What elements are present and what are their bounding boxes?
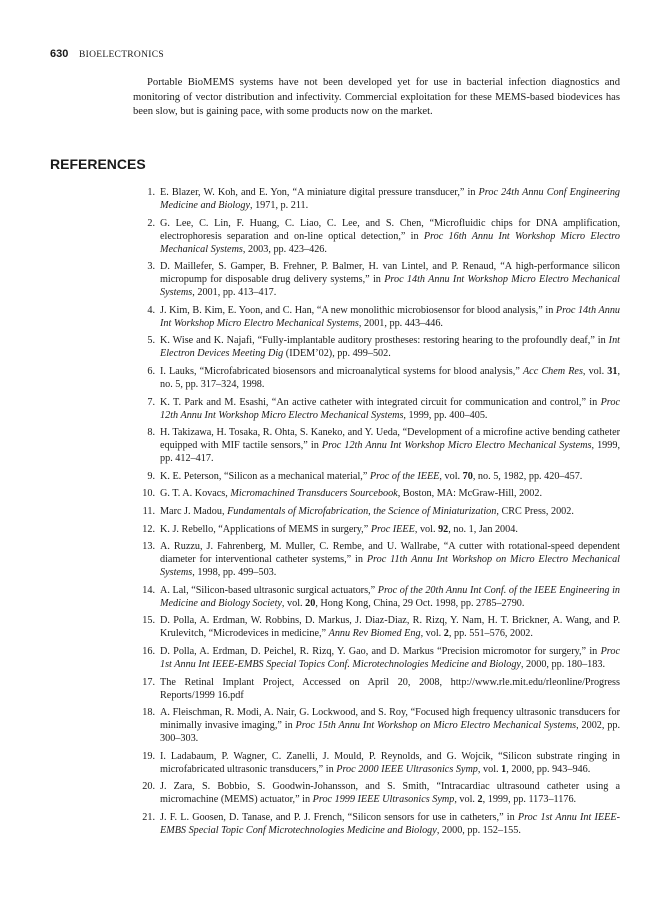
- reference-segment: , 2003, pp. 423–426.: [242, 243, 327, 255]
- reference-source-title: Int Electron Devices Meeting Dig: [160, 335, 620, 360]
- reference-item: [133, 645, 620, 671]
- reference-text: [160, 304, 620, 330]
- reference-segment: , 1998, pp. 499–503.: [192, 567, 277, 579]
- reference-number: 18.: [142, 707, 155, 719]
- running-title: BIOELECTRONICS: [78, 50, 164, 60]
- reference-segment: K. J. Rebello, “Applications of MEMS in surgery,”: [160, 523, 371, 535]
- reference-text: [160, 396, 620, 422]
- reference-segment: , vol.: [582, 365, 608, 377]
- reference-source-title: Proc 16th Annu Int Workshop Micro Electro Mechanical Systems: [160, 230, 620, 255]
- reference-number: 2.: [147, 217, 155, 229]
- reference-segment: J. Zara, S. Bobbio, S. Goodwin-Johansson, and S. Smith, “Intracardiac ultrasound catheter using a micromachine (MEMS) actuator,” in: [160, 781, 620, 806]
- reference-number: 1.: [147, 187, 155, 198]
- reference-volume: 2: [443, 628, 449, 640]
- reference-item: [133, 260, 620, 299]
- reference-source-title: Proc 1st Annu Int IEEE-EMBS Special Topics Conf. Microtechnologies Medicine and Biology: [160, 645, 620, 670]
- reference-item: [133, 487, 620, 500]
- reference-source-title: Proc 14th Annu Int Workshop Micro Electro Mechanical Systems: [160, 304, 621, 329]
- reference-source-title: Proc IEEE: [370, 523, 415, 535]
- reference-number: 17.: [142, 676, 155, 688]
- intro-paragraph: Portable BioMEMS systems have not been developed yet for use in bacterial infection diagnostics and monitoring of vector distribution and infectivity. Commercial exploitation for these MEMS-based biodevices has been slow, but is gaining pace, with some products now on the market.: [133, 77, 620, 117]
- reference-source-title: Acc Chem Res: [522, 365, 583, 377]
- reference-segment: , pp. 551–576, 2002.: [448, 628, 533, 640]
- reference-number: 21.: [142, 811, 155, 823]
- reference-number: 5.: [147, 335, 155, 347]
- reference-source-title: Micromachined Transducers Sourcebook: [230, 488, 398, 500]
- reference-source-title: Proc 24th Annu Conf Engineering Medicine and Biology: [160, 187, 621, 211]
- reference-segment: K. Wise and K. Najafi, “Fully-implantable auditory prostheses: restoring hearing to the profoundly deaf,” in: [160, 335, 609, 347]
- reference-text: [160, 470, 620, 483]
- reference-segment: , 1999, pp. 412–417.: [160, 440, 621, 465]
- reference-volume: 2: [477, 794, 483, 806]
- reference-source-title: Proc 14th Annu Int Workshop Micro Electro Mechanical Systems: [160, 274, 620, 299]
- reference-segment: , vol.: [454, 794, 478, 806]
- reference-segment: , 2001, pp. 413–417.: [192, 287, 277, 299]
- reference-segment: , 1971, p. 211.: [249, 200, 309, 211]
- reference-text: [160, 217, 620, 256]
- reference-number: 4.: [147, 304, 155, 316]
- reference-number: 10.: [142, 488, 155, 500]
- reference-text: [160, 676, 620, 702]
- reference-item: [133, 470, 620, 483]
- reference-source-title: Proc 11th Annu Int Workshop on Micro Electro Mechanical Systems: [160, 554, 620, 579]
- reference-segment: , 2000, pp. 152–155.: [436, 824, 521, 836]
- reference-segment: , Hong Kong, China, 29 Oct. 1998, pp. 2785–2790.: [315, 597, 525, 609]
- reference-segment: , vol.: [414, 523, 439, 535]
- reference-segment: , vol.: [420, 628, 444, 640]
- reference-item: [133, 186, 620, 212]
- reference-number: 8.: [147, 427, 155, 439]
- reference-volume: 1: [501, 763, 507, 775]
- reference-number: 14.: [142, 584, 155, 596]
- reference-number: 16.: [142, 645, 155, 657]
- reference-segment: Marc J. Madou,: [160, 505, 228, 517]
- reference-segment: K. E. Peterson, “Silicon as a mechanical material,”: [160, 470, 370, 482]
- reference-text: [160, 505, 620, 518]
- reference-segment: I. Ladabaum, P. Wagner, C. Zanelli, J. Mould, P. Reynolds, and G. Wojcik, “Silicon substrate ringing in microfabricated ultrasonic transducers,” in: [160, 750, 620, 775]
- reference-segment: J. Kim, B. Kim, E. Yoon, and C. Han, “A new monolithic microbiosensor for blood analysis,” in: [160, 304, 556, 316]
- reference-segment: , vol.: [281, 597, 306, 609]
- reference-item: [133, 540, 620, 579]
- reference-item: [133, 426, 620, 465]
- reference-number: 12.: [142, 523, 155, 535]
- reference-segment: , no. 1, Jan 2004.: [448, 523, 518, 535]
- reference-text: [160, 811, 620, 837]
- reference-item: [133, 505, 620, 518]
- reference-item: [133, 676, 620, 702]
- references-heading: REFERENCES: [50, 156, 146, 172]
- reference-text: [160, 750, 620, 776]
- reference-source-title: Proc 12th Annu Int Workshop Micro Electro Mechanical Systems: [160, 396, 620, 421]
- reference-item: [133, 780, 620, 806]
- page-number: 630: [50, 48, 69, 60]
- reference-text: [160, 426, 620, 465]
- reference-item: [133, 706, 620, 745]
- reference-volume: 70: [462, 470, 473, 482]
- reference-text: [160, 523, 620, 536]
- reference-source-title: Annu Rev Biomed Eng: [328, 628, 421, 640]
- reference-segment: G. Lee, C. Lin, F. Huang, C. Liao, C. Lee, and S. Chen, “Microfluidic chips for DNA amplification, electrophoresis separation and on-line optical detection,” in: [160, 217, 620, 242]
- reference-item: [133, 523, 620, 536]
- reference-text: [160, 540, 620, 579]
- reference-segment: A. Fleischman, R. Modi, A. Nair, G. Lockwood, and S. Roy, “Focused high frequency ultrasonic transducers for minimally invasive imaging,” in: [160, 707, 620, 732]
- reference-volume: 31: [607, 365, 618, 377]
- reference-text: [160, 365, 620, 391]
- reference-segment: , CRC Press, 2002.: [496, 505, 574, 517]
- reference-segment: The Retinal Implant Project, Accessed on April 20, 2008, http://www.rle.mit.edu/rleonline/Progress Reports/1999 16.pdf: [160, 676, 620, 701]
- reference-number: 20.: [142, 781, 155, 793]
- reference-text: [160, 334, 620, 360]
- reference-item: [133, 750, 620, 776]
- reference-segment: , vol.: [439, 470, 463, 482]
- reference-text: [160, 645, 620, 671]
- reference-segment: , 2002, pp. 300–303.: [160, 720, 621, 745]
- reference-segment: G. T. A. Kovacs,: [160, 488, 231, 500]
- reference-list: [133, 186, 620, 841]
- reference-segment: K. T. Park and M. Esashi, “An active catheter with integrated circuit for communication and control,” in: [160, 396, 601, 408]
- reference-source-title: Proc 1999 IEEE Ultrasonics Symp: [312, 794, 455, 806]
- reference-segment: I. Lauks, “Microfabricated biosensors and microanalytical systems for blood analysis,”: [160, 365, 523, 377]
- reference-segment: , 2000, pp. 943–946.: [506, 763, 591, 775]
- reference-source-title: Proc 2000 IEEE Ultrasonics Symp: [336, 763, 478, 775]
- reference-segment: A. Lal, “Silicon-based ultrasonic surgical actuators,”: [160, 584, 378, 596]
- reference-text: [160, 614, 620, 640]
- reference-segment: A. Ruzzu, J. Fahrenberg, M. Muller, C. Rembe, and U. Wallrabe, “A cutter with rotational-speed dependent diameter for interventional catheter systems,” in: [160, 541, 620, 566]
- reference-segment: D. Maillefer, S. Gamper, B. Frehner, P. Balmer, H. van Lintel, and P. Renaud, “A high-performance silicon micropump for disposable drug delivery systems,” in: [160, 261, 620, 286]
- reference-number: 9.: [147, 470, 155, 482]
- reference-segment: , no. 5, pp. 317–324, 1998.: [160, 365, 620, 390]
- reference-segment: E. Blazer, W. Koh, and E. Yon, “A miniature digital pressure transducer,” in: [160, 187, 479, 198]
- reference-segment: (IDEM’02), pp. 499–502.: [283, 348, 391, 360]
- reference-segment: D. Polla, A. Erdman, D. Peichel, R. Rizq, Y. Gao, and D. Markus “Precision micromotor for surgery,” in: [160, 645, 601, 657]
- reference-source-title: Proc 15th Annu Int Workshop on Micro Electro Mechanical Systems: [295, 720, 577, 732]
- reference-segment: H. Takizawa, H. Tosaka, R. Ohta, S. Kaneko, and Y. Ueda, “Development of a microfine active bending catheter equipped with MIF tactile sensors,” in: [160, 427, 620, 452]
- reference-text: [160, 780, 620, 806]
- reference-segment: D. Polla, A. Erdman, W. Robbins, D. Markus, J. Diaz-Diaz, R. Rizq, Y. Nam, H. T. Brickner, A. Wang, and P. Krulevitch, “Microdevices in medicine,”: [160, 615, 620, 640]
- reference-segment: , no. 5, 1982, pp. 420–457.: [472, 470, 583, 482]
- reference-item: [133, 584, 620, 610]
- reference-item: [133, 334, 620, 360]
- reference-segment: , 1999, pp. 1173–1176.: [482, 794, 577, 806]
- running-head: [50, 48, 164, 60]
- reference-source-title: Proc of the IEEE: [369, 470, 440, 482]
- reference-segment: , 1999, pp. 400–405.: [403, 409, 488, 421]
- reference-segment: , 2001, pp. 443–446.: [358, 317, 443, 329]
- reference-segment: , Boston, MA: McGraw-Hill, 2002.: [397, 488, 543, 500]
- reference-segment: , vol.: [477, 763, 502, 775]
- reference-source-title: Fundamentals of Microfabrication, the Science of Miniaturization: [227, 505, 497, 517]
- reference-segment: , 2000, pp. 180–183.: [520, 658, 605, 670]
- reference-number: 19.: [142, 750, 155, 762]
- reference-item: [133, 217, 620, 256]
- reference-item: [133, 614, 620, 640]
- reference-number: 13.: [142, 541, 155, 553]
- reference-number: 7.: [147, 396, 155, 408]
- reference-volume: 92: [438, 523, 449, 535]
- reference-number: 15.: [142, 615, 155, 627]
- reference-item: [133, 811, 620, 837]
- reference-text: [160, 584, 620, 610]
- reference-source-title: Proc 12th Annu Int Workshop Micro Electro Mechanical Systems: [321, 440, 592, 452]
- reference-item: [133, 396, 620, 422]
- reference-item: [133, 304, 620, 330]
- reference-text: [160, 260, 620, 299]
- reference-source-title: Proc of the 20th Annu Int Conf. of the IEEE Engineering in Medicine and Biology Society: [160, 584, 620, 609]
- reference-volume: 20: [305, 597, 316, 609]
- reference-source-title: Proc 1st Annu Int IEEE-EMBS Special Topic Conf Microtechnologies Medicine and Biology: [160, 811, 620, 836]
- reference-item: [133, 365, 620, 391]
- reference-number: 11.: [142, 505, 155, 517]
- reference-segment: J. F. L. Goosen, D. Tanase, and P. J. French, “Silicon sensors for use in catheters,” in: [160, 811, 518, 823]
- reference-number: 3.: [147, 261, 155, 273]
- reference-number: 6.: [147, 365, 155, 377]
- reference-text: [160, 186, 620, 212]
- reference-text: [160, 487, 620, 500]
- reference-text: [160, 706, 620, 745]
